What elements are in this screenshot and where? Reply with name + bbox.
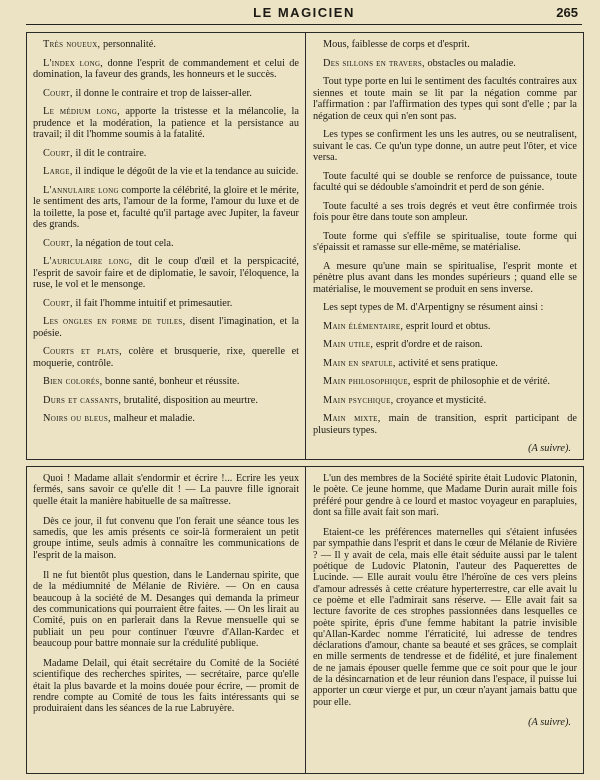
entry-text: croyance et mysticité. (393, 394, 487, 406)
bottom-right-column (313, 467, 577, 773)
paragraph (313, 129, 577, 164)
paragraph (33, 376, 299, 388)
entry-text: dit le coup d'œil et la perspicacité, l'esprit de savoir faire et de diplomatie, le savoir, l'éloquence, la ruse, le vol et le mensonge. (33, 256, 299, 290)
paragraph (33, 185, 299, 231)
paragraph: L'un des membres de la Société spirite était Ludovic Platonin, le poète. Ce jeune homme, que Madame Durin aurait mille fois préféré pour gendre à ce lourd et mastoc voyageur en parapluies, dont sa fille avait fait son mari. (313, 473, 577, 518)
entry-text: malheur et maladie. (110, 413, 195, 424)
paragraph (313, 171, 577, 194)
paragraph (33, 346, 299, 369)
entry-term: Courts et plats, (43, 346, 123, 357)
paragraph (313, 76, 577, 122)
paragraph: Il ne fut bientôt plus question, dans le Landernau spirite, que de la médiumnité de Mélanie de Rivière. — On en causa beaucoup à la société de M. Desanges qui demanda la primeur des communications qui pourraient être faites. — On les lirait au Comité, puis on en parlerait dans la Revue mensuelle qui se publiait un peu pour continuer l'œuvre d'Allan-Kardec et beaucoup pour battre monnaie sur la crédulité publique. (33, 570, 299, 649)
to-be-continued: (A suivre). (528, 716, 571, 728)
paragraph (33, 316, 299, 339)
top-left-column (33, 33, 299, 459)
to-be-continued: (A suivre). (528, 443, 571, 454)
journal-title: LE MAGICIEN (253, 5, 355, 20)
paragraph (33, 39, 299, 51)
paragraph (33, 106, 299, 141)
paragraph (33, 298, 299, 310)
entry-text: Toute faculté a ses trois degrés et veut être confirmée trois fois pour être dans toute son ampleur. (313, 200, 577, 223)
top-article-frame (26, 32, 584, 460)
paragraph (33, 58, 299, 81)
entry-text: esprit d'ordre et de raison. (373, 339, 483, 350)
paragraph (33, 413, 299, 425)
paragraph (313, 413, 577, 436)
entry-term: Court, (43, 237, 73, 249)
paragraph: Etaient-ce les préférences maternelles qui s'étaient infusées par sympathie dans l'esprit et dans le cœur de Mélanie de Rivière ? — Il y avait de cela, mais elle était séduite aussi par le talent poétique de Ludovic Platonin, l'auteur des Paquerettes de Lucinde. — Elle aurait voulu être l'héroïne de ces vers pleins d'amour adressés à cette créature hyperterrestre, car elle avait lu ce poème et elle l'admirait sans réserve. — Elle avait fait sa lecture favorite de ces strophes passionnées dans lesquelles ce poète spirite, épris d'une femme habitant la patrie invisible qu'Allan-Kardec nomme l'érraticité, lui adresse de tendres déclarations d'amour, chante sa beauté et ses grâces, se complait en mille serments de tendresse et de fidélité, et jure finalement de ne jamais épouser quelle femme que ce soit pour que le jour de la désincarnation et de leur réunion dans l'espace, il puisse lui apporter un cœur vierge et pur, un cœur n'ayant jamais battu que pour elle. (313, 527, 577, 708)
entry-text: Toute forme qui s'effile se spiritualise, toute forme qui s'épaissit et ramasse sur elle-même, se matérialise. (313, 230, 577, 253)
paragraph (313, 376, 577, 388)
entry-text: il donne le contraire et trop de laisser-aller. (72, 87, 252, 99)
entry-text: Les sept types de M. d'Arpentigny se résument ainsi : (323, 302, 544, 313)
entry-text: esprit de philosophie et de vérité. (410, 376, 550, 387)
paragraph: Quoi ! Madame allait s'endormir et écrire !... Ecrire les yeux fermés, sans savoir ce qu'elle dit ! — La pauvre fille ignorait quelle était la manière habituelle de sa maîtresse. (33, 473, 299, 507)
entry-text: brutalité, disposition au meurtre. (121, 394, 258, 406)
entry-text: Les types se confirment les uns les autres, ou se neutralisent, suivant le cas. Ce qu'un type donne, un autre peut l'ôter, et vice versa. (313, 129, 577, 163)
entry-term: Main élémentaire, (323, 320, 404, 332)
entry-text: colère et brusquerie, rixe, querelle et moquerie, contrôle. (33, 346, 299, 369)
paragraph (313, 302, 577, 314)
paragraph (33, 256, 299, 291)
entry-text: bonne santé, bonheur et réussite. (102, 376, 240, 387)
entry-term: Court, (43, 147, 73, 159)
entry-text: il dit le contraire. (72, 147, 147, 159)
entry-term: Main utile, (323, 339, 374, 350)
paragraph: Dès ce jour, il fut convenu que l'on ferait une séance tous les samedis, que les amis présents ce soir-là formeraient un petit groupe intime, seuls admis à connaître les communications de l'esprit de la maison. (33, 515, 299, 561)
entry-term: Noirs ou bleus, (43, 413, 111, 424)
paragraph (33, 238, 299, 250)
paragraph (313, 201, 577, 224)
paragraph (33, 395, 299, 407)
paragraph (313, 261, 577, 296)
paragraph (313, 231, 577, 254)
entry-term: Court, (43, 297, 73, 309)
entry-text: activité et sens pratique. (395, 357, 498, 369)
entry-term: Court, (43, 87, 73, 99)
page-header (26, 4, 582, 25)
entry-text: donne l'esprit de commandement et celui de domination, la faveur des grands, les honneurs et le succès. (33, 57, 299, 80)
entry-text: il indique le dégoût de la vie et la tendance au suicide. (72, 166, 299, 177)
entry-term: L'auriculaire long, (43, 256, 133, 267)
entry-term: Main psychique, (323, 394, 394, 406)
column-divider (305, 33, 306, 459)
entry-term: Les ongles en forme de tuiles, (43, 316, 186, 327)
column-divider (305, 467, 306, 773)
paragraph: Madame Delail, qui était secrétaire du Comité de la Société scientifique des recherches spirites, — secrétaire, parce qu'elle était la plus bavarde et la moins douée pour écrire, — promit de rendre compte au Comité de tous les faits intéressants qui se produiraient dans les séances de la rue Labruyère. (33, 658, 299, 715)
entry-term: Main philosophique, (323, 376, 411, 387)
entry-term: Très noueux, (43, 39, 101, 50)
paragraph (33, 166, 299, 178)
entry-text: la négation de tout cela. (72, 237, 174, 249)
paragraph (313, 39, 577, 51)
entry-text: Mous, faiblesse de corps et d'esprit. (323, 39, 470, 50)
entry-text: personnalité. (100, 39, 156, 50)
paragraph (313, 358, 577, 370)
bottom-left-column (33, 467, 299, 773)
paragraph (33, 148, 299, 160)
paragraph (313, 58, 577, 70)
entry-term: Bien colorés, (43, 376, 103, 387)
bottom-article-frame (26, 466, 584, 774)
entry-text: A mesure qu'une main se spiritualise, l'esprit monte et pénètre plus avant dans les mondes supérieurs ; quand elle se matérialise, le mouvement se produit en sens inverse. (313, 260, 577, 295)
entry-term: L'annulaire long (43, 184, 119, 196)
entry-text: obstacles ou maladie. (424, 57, 516, 69)
entry-term: Main mixte, (323, 413, 381, 424)
entry-text: Toute faculté qui se double se renforce de puissance, toute faculté qui se dédouble s'amoindrit et perd de son génie. (313, 170, 577, 193)
entry-text: Tout type porte en lui le sentiment des facultés contraires aux siennes et toute main se lit par la négation comme par l'affirmation : par l'affirmation des types qui sont d'elle ; par la négation de ceux qui n'en sont pas. (313, 76, 577, 122)
page-number: 265 (556, 5, 578, 20)
entry-term: Des sillons en travers, (323, 57, 425, 69)
paragraph (313, 321, 577, 333)
entry-term: Main en spatule, (323, 357, 396, 369)
paragraph (313, 339, 577, 351)
paragraph (33, 88, 299, 100)
entry-text: comporte la célébrité, la gloire et le mérite, le sentiment des arts, l'amour de la forme, l'amour du luxe et de la toilette, la pose et, faculté qu'il partage avec Jupiter, la faveur des grands. (33, 184, 299, 230)
entry-text: apporte la tristesse et la mélancolie, la prudence et la modération, la patience et la persistance au travail; il dit l'homme soumis à la fatalité. (33, 106, 299, 140)
entry-text: disent l'imagination, et la poésie. (33, 316, 299, 339)
entry-term: Le médium long, (43, 106, 120, 117)
paragraph (313, 395, 577, 407)
entry-term: L'index long, (43, 57, 104, 69)
entry-text: main de transition, esprit participant de plusieurs types. (313, 413, 577, 436)
entry-text: il fait l'homme intuitif et primesautier. (72, 297, 233, 309)
entry-term: Large, (43, 166, 73, 177)
top-right-column (313, 33, 577, 459)
entry-text: esprit lourd et obtus. (403, 320, 491, 332)
entry-term: Durs et cassants, (43, 394, 122, 406)
